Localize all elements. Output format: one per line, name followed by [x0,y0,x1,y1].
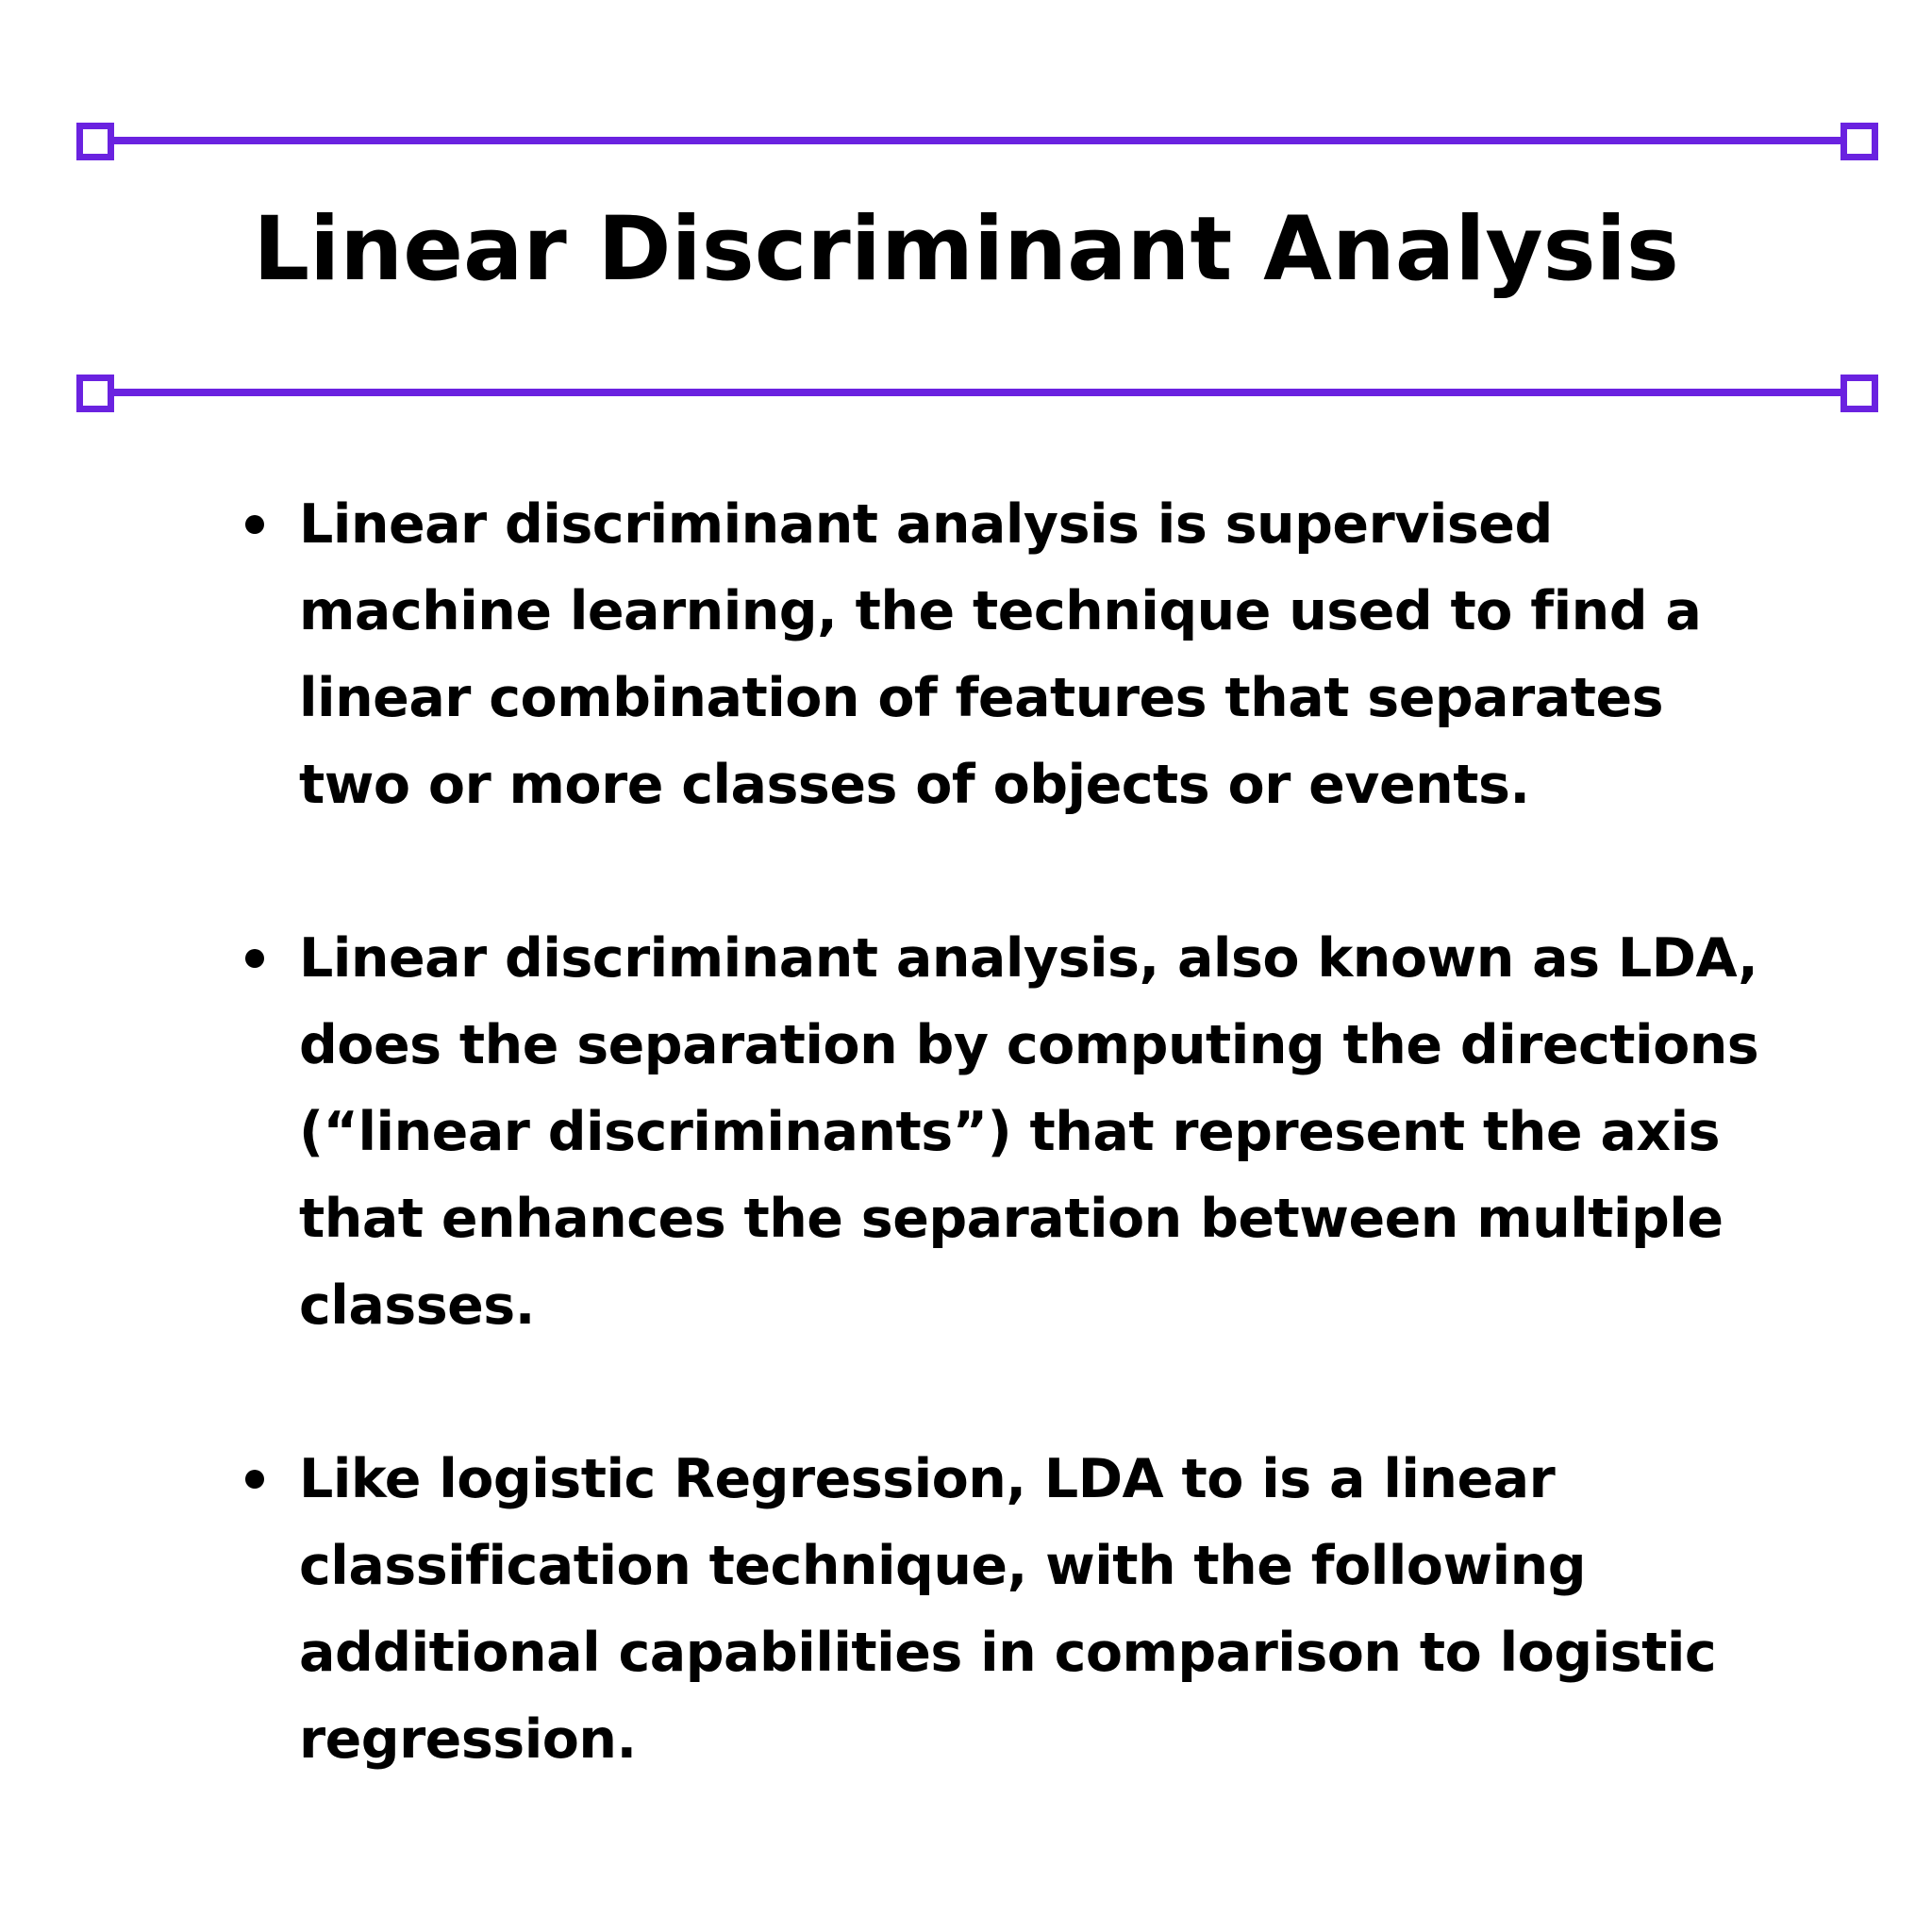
bullet-dot-icon [245,515,264,534]
top-divider-right-square-icon [1840,123,1878,160]
bullet-item-lda-separation [245,915,1774,1349]
bullet-item-definition [245,481,1774,828]
bullet-dot-icon [245,949,264,968]
bottom-divider-right-square-icon [1840,375,1878,412]
page-title: Linear Discriminant Analysis [253,198,1679,301]
bottom-divider-left-square-icon [76,375,114,412]
bullet-item-comparison [245,1436,1774,1783]
top-divider [0,121,1932,158]
bullet-text: Linear discriminant analysis, also known as LDA, does the separation by computing the directions (“linear discriminants”) that represent the axis that enhances the separation between multiple classes. [299,927,1759,1337]
bottom-divider [0,373,1932,410]
bullet-dot-icon [245,1470,264,1489]
bullet-text: Linear discriminant analysis is supervised machine learning, the technique used to find a linear combination of features that separates two or more classes of objects or events. [299,493,1702,816]
bottom-divider-line [104,389,1872,396]
bullet-text: Like logistic Regression, LDA to is a linear classification technique, with the following additional capabilities in comparison to logistic regression. [299,1448,1717,1771]
bullet-list [245,481,1774,1870]
top-divider-line [104,137,1872,144]
top-divider-left-square-icon [76,123,114,160]
